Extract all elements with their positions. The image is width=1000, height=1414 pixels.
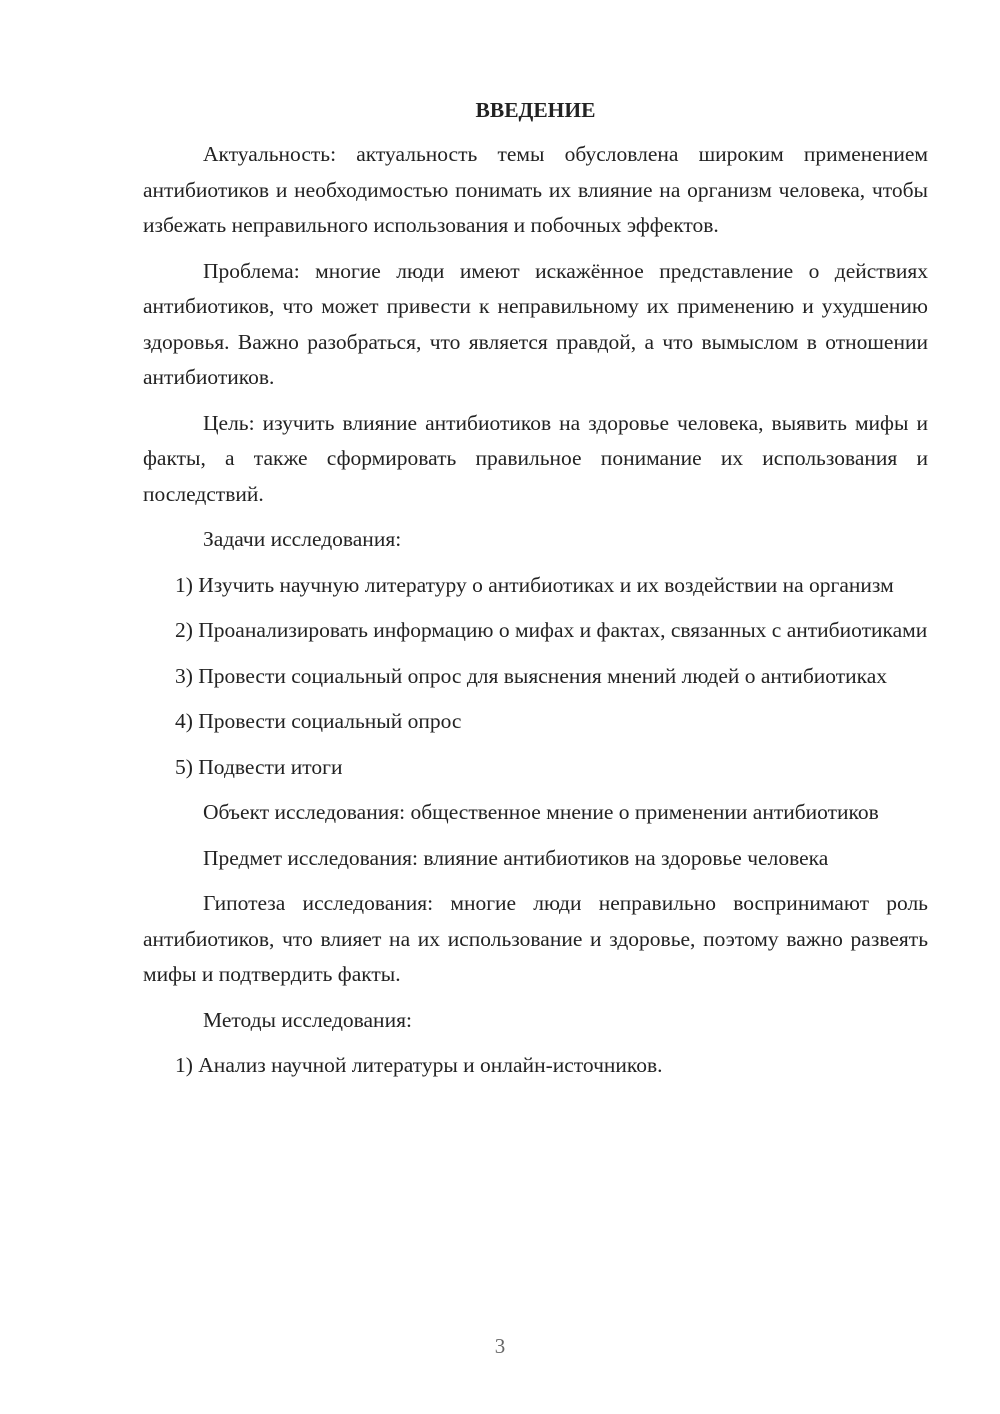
paragraph-goal: Цель: изучить влияние антибиотиков на здоровье человека, выявить мифы и факты, а также сформировать правильное понимание их использования и последствий. <box>143 410 928 506</box>
list-item-task-4: 4) Провести социальный опрос <box>175 709 462 733</box>
document-title: ВВЕДЕНИЕ <box>475 98 596 122</box>
paragraph-subject: Предмет исследования: влияние антибиотиков на здоровье человека <box>203 845 829 870</box>
list-item-method-1: 1) Анализ научной литературы и онлайн-источников. <box>175 1053 663 1077</box>
paragraph-object: Объект исследования: общественное мнение о применении антибиотиков <box>203 800 879 824</box>
list-item-task-5: 5) Подвести итоги <box>175 754 343 779</box>
paragraph-problem: Проблема: многие люди имеют искажённое представление о действиях антибиотиков, что может привести к неправильному их применению и ухудшению здоровья. Важно разобраться, что является правдой, а что вымыслом в отношении антибиотиков. <box>143 258 928 389</box>
paragraph-hypothesis: Гипотеза исследования: многие люди неправильно воспринимают роль антибиотиков, что влияет на их использование и здоровье, поэтому важно развеять мифы и подтвердить факты. <box>143 891 928 986</box>
list-item-task-2: 2) Проанализировать информацию о мифах и фактах, связанных с антибиотиками <box>175 618 928 642</box>
paragraph-tasks-heading: Задачи исследования: <box>203 527 402 551</box>
page-number: 3 <box>494 1334 506 1358</box>
paragraph-relevance: Актуальность: актуальность темы обусловлена широким применением антибиотиков и необходимостью понимать их влияние на организм человека, чтобы избежать неправильного использования и побочных эффектов. <box>143 142 928 237</box>
paragraph-methods-heading: Методы исследования: <box>203 1007 412 1032</box>
list-item-task-1: 1) Изучить научную литературу о антибиотиках и их воздействии на организм <box>175 572 894 597</box>
list-item-task-3: 3) Провести социальный опрос для выяснения мнений людей о антибиотиках <box>175 663 888 688</box>
document-page <box>143 96 928 1094</box>
